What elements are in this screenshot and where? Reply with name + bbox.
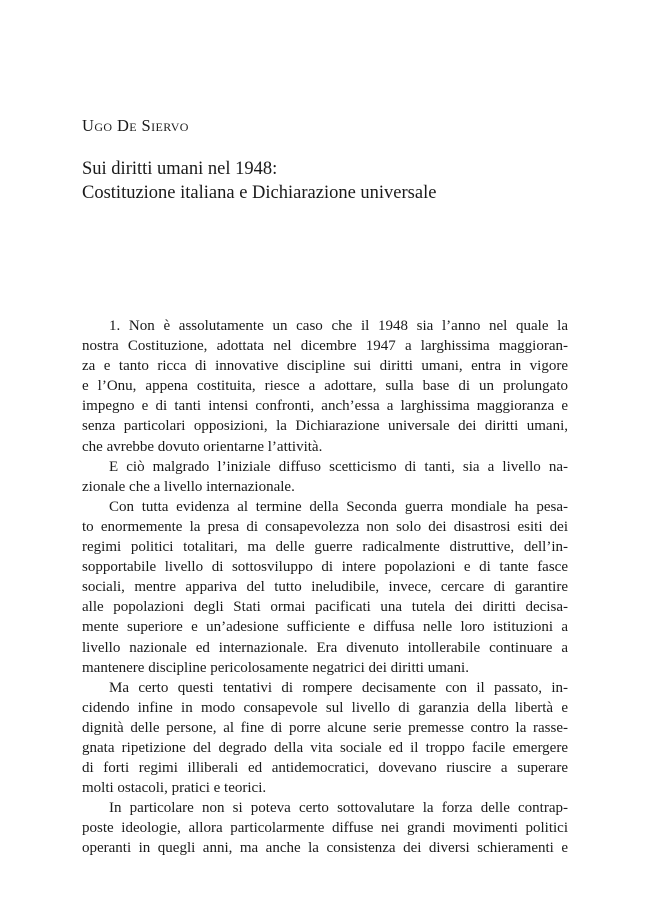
text-line: sociali, mentre appariva del tutto ineludibile, invece, cercare di garantire	[82, 579, 568, 596]
text-line: che avrebbe dovuto orientarne l’attività.	[82, 438, 323, 455]
text-line: poste ideologie, allora particolarmente diffuse nei grandi movimenti politici	[82, 820, 568, 837]
text-line: molti ostacoli, pratici e teorici.	[82, 780, 267, 797]
text-line: sopportabile livello di sottosviluppo di intere popolazioni e di tante fasce	[82, 559, 568, 576]
text-line: di forti regimi illiberali ed antidemocratici, dovevano riuscire a superare	[82, 760, 568, 777]
text-line: 1. Non è assolutamente un caso che il 1948 sia l’anno nel quale la	[109, 318, 568, 334]
text-line: nostra Costituzione, adottata nel dicembre 1947 a larghissima maggioran-	[82, 338, 568, 355]
text-line: livello nazionale ed internazionale. Era divenuto intollerabile continuare a	[82, 639, 568, 656]
document-page	[82, 0, 568, 910]
title-line: Sui diritti umani nel 1948:	[82, 159, 278, 179]
title-line: Costituzione italiana e Dichiarazione universale	[82, 183, 437, 203]
text-line: E ciò malgrado l’iniziale diffuso scetticismo di tanti, sia a livello na-	[109, 458, 568, 475]
text-line: za e tanto ricca di innovative discipline sui diritti umani, entra in vigore	[82, 358, 568, 375]
text-line: impegno e di tanti intensi confronti, anch’essa a larghissima maggioranza e	[82, 398, 568, 415]
text-line: zionale che a livello internazionale.	[82, 478, 295, 495]
text-line: senza particolari opposizioni, la Dichiarazione universale dei diritti umani,	[82, 418, 568, 435]
text-line: In particolare non si poteva certo sottovalutare la forza delle contrap-	[109, 800, 568, 817]
text-line: Con tutta evidenza al termine della Seconda guerra mondiale ha pesa-	[109, 498, 568, 515]
text-line: Ma certo questi tentativi di rompere decisamente con il passato, in-	[109, 679, 568, 696]
paragraph-4	[82, 678, 568, 799]
article-title	[82, 157, 568, 205]
paragraph-2	[82, 457, 568, 497]
text-line: alle popolazioni degli Stati ormai pacificati una tutela dei diritti decisa-	[82, 599, 568, 616]
text-line: dignità delle persone, al fine di porre alcune serie premesse contro la rasse-	[82, 719, 568, 736]
paragraph-5	[82, 798, 568, 858]
paragraph-1	[82, 316, 568, 457]
text-line: gnata ripetizione del degrado della vita sociale ed il troppo facile emergere	[82, 739, 568, 756]
author-name: Ugo De Siervo	[82, 116, 189, 135]
text-line: mantenere discipline pericolosamente negatrici dei diritti umani.	[82, 659, 469, 676]
text-line: operanti in quegli anni, ma anche la consistenza dei diversi schieramenti e	[82, 840, 568, 857]
text-line: to enormemente la presa di consapevolezza non solo dei disastrosi esiti dei	[82, 518, 568, 535]
paragraph-3	[82, 497, 568, 678]
text-line: regimi politici totalitari, ma delle guerre radicalmente distruttive, dell’in-	[82, 539, 568, 556]
text-line: e l’Onu, appena costituita, riesce a adottare, sulla base di un prolungato	[82, 378, 568, 395]
text-line: mente superiore e un’adesione sufficiente e diffusa nelle loro istituzioni a	[82, 619, 568, 636]
body-text	[82, 316, 568, 859]
text-line: cidendo infine in modo consapevole sul livello di garanzia della libertà e	[82, 699, 568, 716]
